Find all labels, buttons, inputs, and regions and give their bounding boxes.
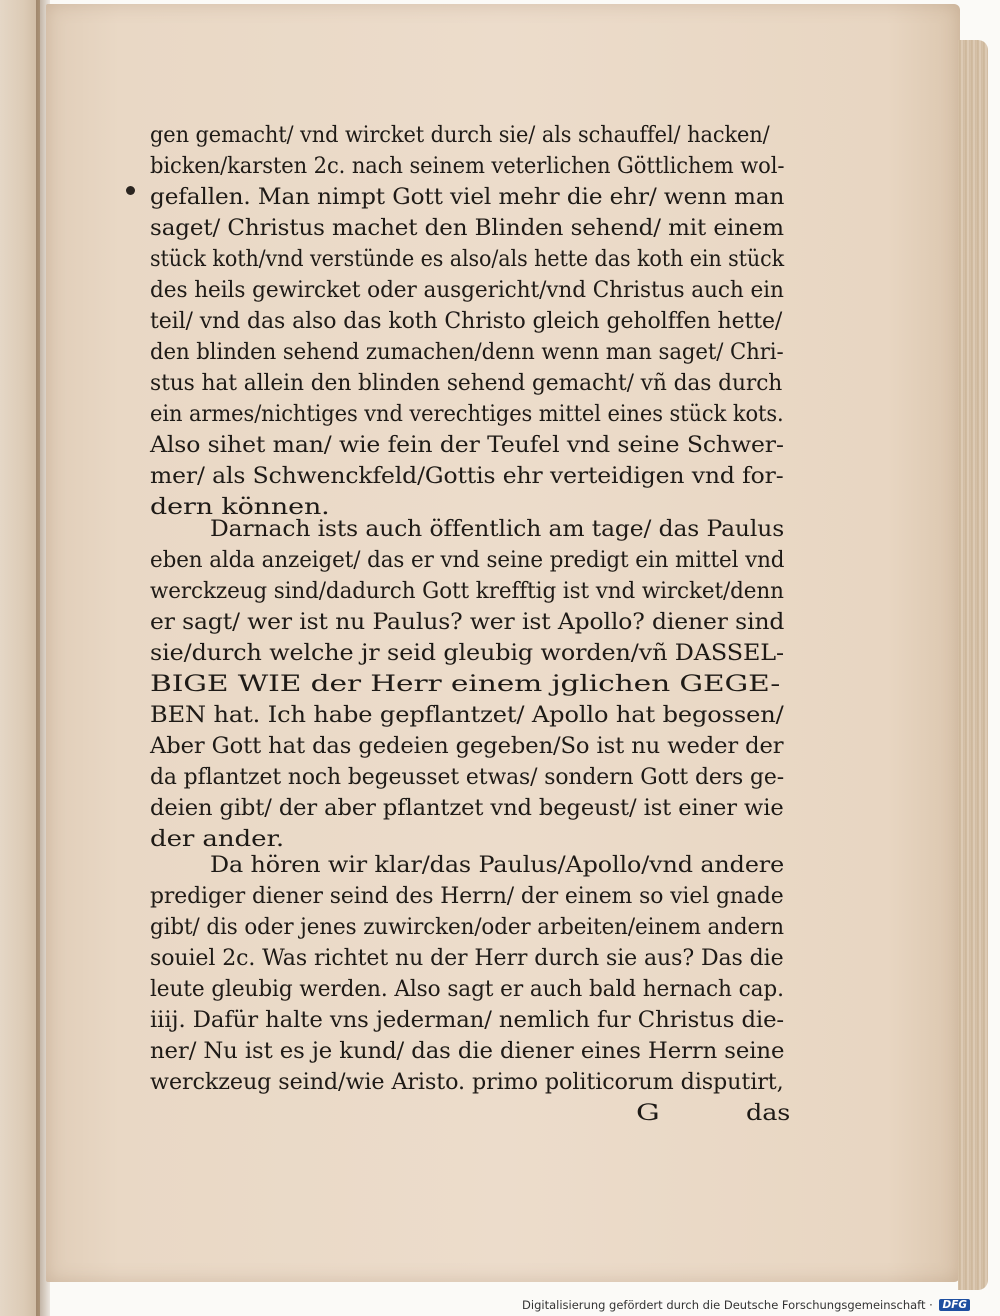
text-line: iiij. Dafür halte vns jederman/ nemlich fur Christus die- — [150, 1008, 785, 1033]
digitization-credit — [522, 1298, 970, 1312]
text-line: souiel 2c. Was richtet nu der Herr durch sie aus? Das die — [150, 946, 784, 971]
text-line: eben alda anzeiget/ das er vnd seine predigt ein mittel vnd — [150, 548, 785, 573]
text-line: der ander. — [150, 827, 285, 852]
text-line: er sagt/ wer ist nu Paulus? wer ist Apollo? diener sind — [150, 610, 785, 635]
text-line: Darnach ists auch öffentlich am tage/ das Paulus — [210, 517, 785, 542]
text-line: da pflantzet noch begeusset etwas/ sondern Gott ders ge- — [150, 765, 785, 790]
text-line: deien gibt/ der aber pflantzet vnd begeust/ ist einer wie — [150, 796, 784, 821]
text-line: des heils gewircket oder ausgericht/vnd Christus auch ein — [150, 278, 784, 303]
text-line: prediger diener seind des Herrn/ der einem so viel gnade — [150, 884, 784, 909]
text-line: ein armes/nichtiges vnd verechtiges mittel eines stück kots. — [150, 402, 784, 427]
text-line: gen gemacht/ vnd wircket durch sie/ als schauffel/ hacken/ — [150, 123, 770, 148]
credit-text: Digitalisierung gefördert durch die Deutsche Forschungsgemeinschaft — [522, 1298, 926, 1312]
text-line: Aber Gott hat das gedeien gegeben/So ist nu weder der — [150, 734, 784, 759]
text-line: werckzeug sind/dadurch Gott krefftig ist vnd wircket/denn — [150, 579, 784, 604]
text-line: leute gleubig werden. Also sagt er auch bald hernach cap. — [150, 977, 784, 1002]
text-line: stück koth/vnd verstünde es also/als hette das koth ein stück — [150, 247, 785, 272]
text-line: Da hören wir klar/das Paulus/Apollo/vnd andere — [210, 853, 785, 878]
catchword: das — [746, 1101, 791, 1126]
signature-mark: G — [636, 1101, 660, 1126]
text-line: mer/ als Schwenckfeld/Gottis ehr verteidigen vnd for- — [150, 464, 784, 489]
text-line: BEN hat. Ich habe gepflantzet/ Apollo hat begossen/ — [150, 703, 784, 728]
text-line: stus hat allein den blinden sehend gemacht/ vñ das durch — [150, 371, 783, 396]
text-line: sie/durch welche jr seid gleubig worden/vñ DASSEL- — [150, 641, 784, 666]
text-line: Also sihet man/ wie fein der Teufel vnd seine Schwer- — [150, 433, 784, 458]
dfg-logo-icon: DFG — [939, 1299, 970, 1311]
text-line: teil/ vnd das also das koth Christo gleich geholffen hette/ — [150, 309, 783, 334]
text-line: werckzeug seind/wie Aristo. primo politicorum disputirt, — [150, 1070, 784, 1095]
credit-separator: · — [929, 1298, 933, 1312]
text-line: bicken/karsten 2c. nach seinem veterlichen Göttlichem wol- — [150, 154, 785, 179]
text-line: saget/ Christus machet den Blinden sehend/ mit einem — [150, 216, 784, 241]
text-line: gibt/ dis oder jenes zuwircken/oder arbeiten/einem andern — [150, 915, 784, 940]
text-line: BIGE WIE der Herr einem jglichen GEGE- — [150, 672, 781, 697]
text-line: den blinden sehend zumachen/denn wenn man saget/ Chri- — [150, 340, 784, 365]
text-line: gefallen. Man nimpt Gott viel mehr die ehr/ wenn man — [150, 185, 785, 210]
text-line: dern können. — [150, 495, 330, 520]
text-line: ner/ Nu ist es je kund/ das die diener eines Herrn seine — [150, 1039, 785, 1064]
